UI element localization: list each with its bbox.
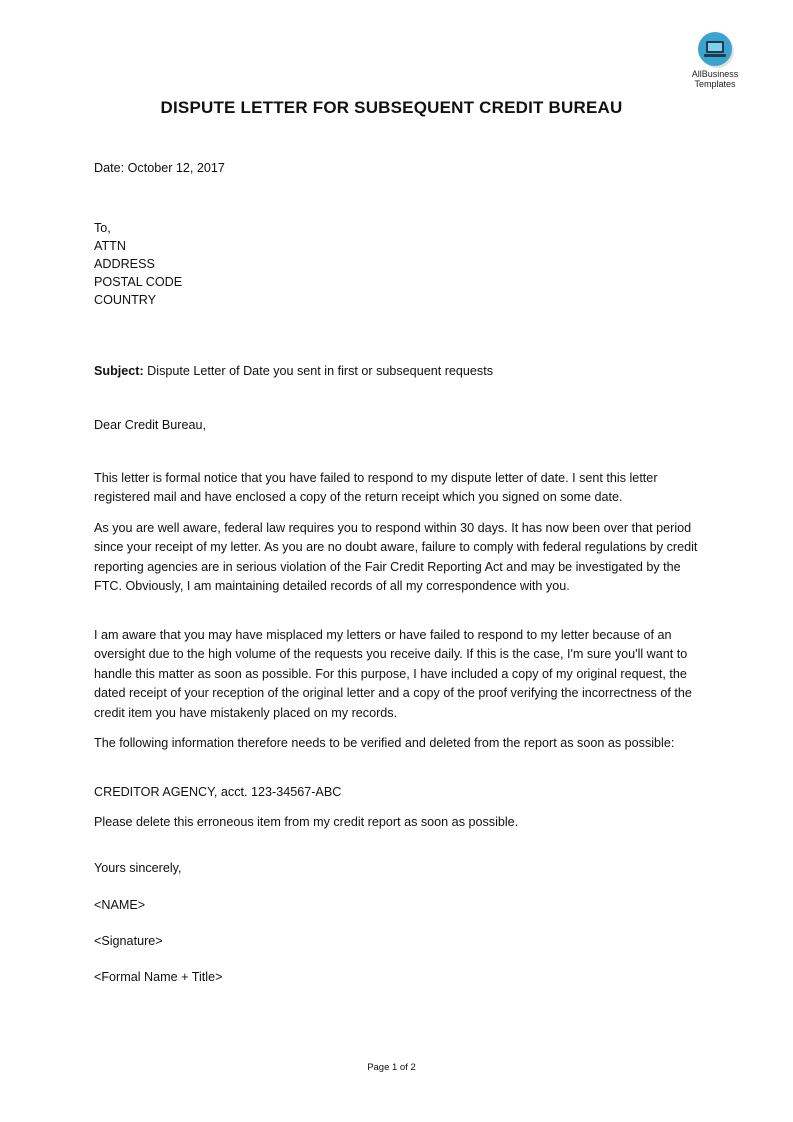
paragraph-4: The following information therefore needs to be verified and deleted from the report as soon as possible: xyxy=(94,736,675,750)
paragraph-6: Please delete this erroneous item from my credit report as soon as possible. xyxy=(94,815,519,829)
recipient-country: COUNTRY xyxy=(94,293,157,307)
recipient-address: ADDRESS xyxy=(94,257,155,271)
paragraph-2: As you are well aware, federal law requires you to respond within 30 days. It has now been over that period since your receipt of my letter. As you are no doubt aware, failure to comply with federal regulations by credit reporting agencies are in serious violation of the Fair Credit Reporting Act and may be investigated by the FTC. Obviously, I am maintaining detailed records of all my correspondence with you. xyxy=(94,521,698,594)
subject-text: Dispute Letter of Date you sent in first or subsequent requests xyxy=(143,364,494,378)
paragraph-1: This letter is formal notice that you have failed to respond to my dispute letter of date. I sent this letter registered mail and have enclosed a copy of the return receipt which you signed on some date. xyxy=(94,471,658,505)
closing: Yours sincerely, xyxy=(94,861,182,875)
salutation: Dear Credit Bureau, xyxy=(94,418,206,432)
page-number: Page 1 of 2 xyxy=(367,1062,416,1073)
recipient-attn: ATTN xyxy=(94,239,126,253)
recipient-to: To, xyxy=(94,221,111,235)
document-title: DISPUTE LETTER FOR SUBSEQUENT CREDIT BUREAU xyxy=(160,98,623,117)
subject-line xyxy=(94,362,709,381)
recipient-postal-code: POSTAL CODE xyxy=(94,275,183,289)
name-placeholder: <NAME> xyxy=(94,898,146,912)
logo-line-2: Templates xyxy=(694,79,736,89)
paragraph-3: I am aware that you may have misplaced my letters or have failed to respond to my letter because of an oversight due to the high volume of the requests you receive daily. If this is the case, I'm sure you'll want to handle this matter as soon as possible. For this purpose, I have included a copy of my original request, the dated receipt of your reception of the original letter and a copy of the proof verifying the incorrectness of the credit item you have mistakenly placed on my records. xyxy=(94,628,692,720)
creditor-account-line: CREDITOR AGENCY, acct. 123-34567-ABC xyxy=(94,785,342,799)
logo-line-1: AllBusiness xyxy=(691,69,739,79)
subject-label: Subject: xyxy=(94,364,144,378)
logo-text xyxy=(683,69,747,89)
signature-placeholder: <Signature> xyxy=(94,934,163,948)
laptop-icon xyxy=(698,32,732,66)
company-logo xyxy=(683,32,747,89)
date-line: Date: October 12, 2017 xyxy=(94,161,225,175)
formal-name-placeholder: <Formal Name + Title> xyxy=(94,970,223,984)
